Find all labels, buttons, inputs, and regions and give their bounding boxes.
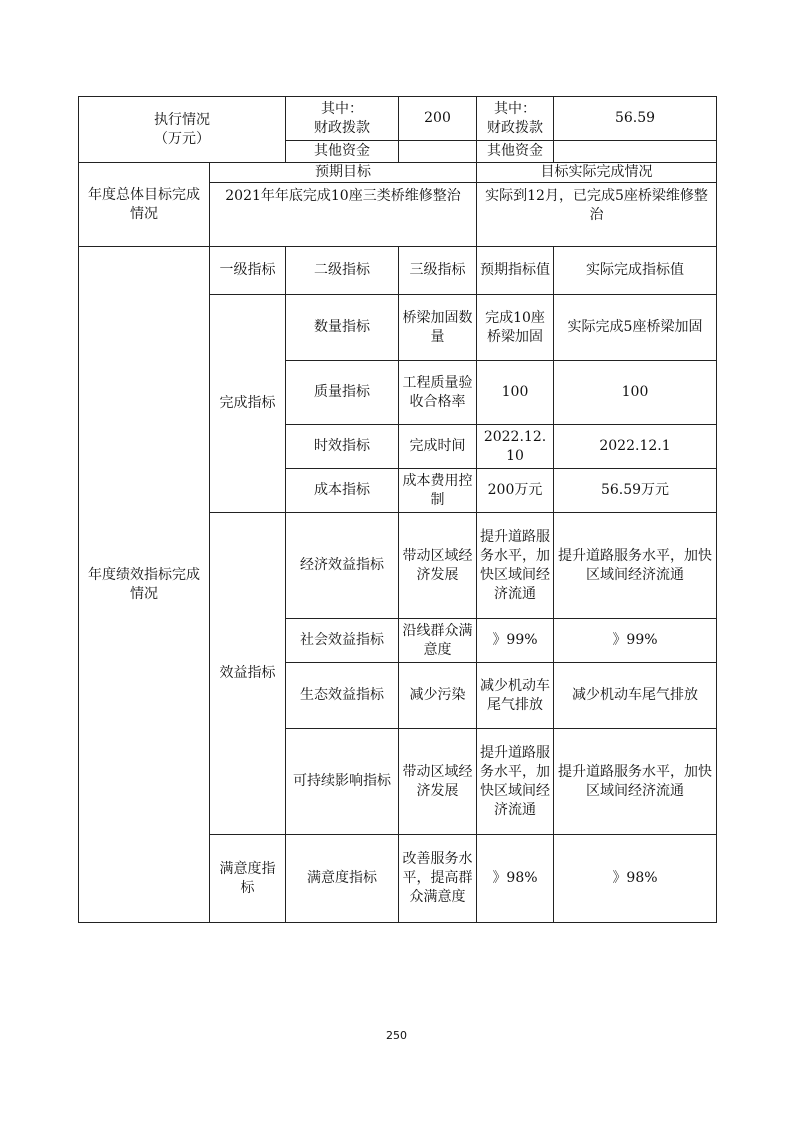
expected-goal-header: 预期目标: [210, 163, 477, 183]
other-funds-label: 其他资金: [286, 141, 399, 163]
row-6-actual: 减少机动车尾气排放: [554, 663, 717, 729]
row-3-level3: 成本费用控制: [399, 469, 477, 513]
row-2-expected: 2022.12.10: [477, 425, 554, 469]
row-4-actual: 提升道路服务水平，加快区域间经济流通: [554, 513, 717, 619]
row-0-expected: 完成10座桥梁加固: [477, 295, 554, 361]
row-0-actual: 实际完成5座桥梁加固: [554, 295, 717, 361]
row-4-expected: 提升道路服务水平，加快区域间经济流通: [477, 513, 554, 619]
header-level2: 二级指标: [286, 247, 399, 295]
row-2-actual: 2022.12.1: [554, 425, 717, 469]
other-funds-actual: [554, 141, 717, 163]
row-7-expected: 提升道路服务水平，加快区域间经济流通: [477, 729, 554, 835]
other-funds-actual-label: 其他资金: [477, 141, 554, 163]
row-1-level2: 质量指标: [286, 361, 399, 425]
actual-goal-text: 实际到12月，已完成5座桥梁维修整治: [477, 183, 717, 247]
row-5-actual: 》99%: [554, 619, 717, 663]
row-2-level3: 完成时间: [399, 425, 477, 469]
annual-goal-label: 年度总体目标完成情况: [79, 163, 210, 247]
execution-label-cell: [79, 97, 286, 163]
fiscal-actual-label-cell: [477, 97, 554, 141]
actual-goal-header: 目标实际完成情况: [477, 163, 717, 183]
fiscal-label-a: 其中：: [321, 100, 363, 117]
row-4-level2: 经济效益指标: [286, 513, 399, 619]
group-completion: 完成指标: [210, 295, 286, 513]
other-funds-planned: [399, 141, 477, 163]
row-8-level3: 改善服务水平，提高群众满意度: [399, 835, 477, 923]
fiscal-label-cell: [286, 97, 399, 141]
row-0-level3: 桥梁加固数量: [399, 295, 477, 361]
row-1-level3: 工程质量验收合格率: [399, 361, 477, 425]
row-3-actual: 56.59万元: [554, 469, 717, 513]
fiscal-actual-label-a: 其中：: [494, 100, 536, 117]
row-6-expected: 减少机动车尾气排放: [477, 663, 554, 729]
row-7-actual: 提升道路服务水平，加快区域间经济流通: [554, 729, 717, 835]
row-4-level3: 带动区域经济发展: [399, 513, 477, 619]
row-6-level3: 减少污染: [399, 663, 477, 729]
row-5-expected: 》99%: [477, 619, 554, 663]
row-0-level2: 数量指标: [286, 295, 399, 361]
group-benefit: 效益指标: [210, 513, 286, 835]
expected-goal-text: 2021年年底完成10座三类桥维修整治: [210, 183, 477, 247]
row-8-actual: 》98%: [554, 835, 717, 923]
row-7-level2: 可持续影响指标: [286, 729, 399, 835]
execution-unit: （万元）: [154, 130, 210, 147]
row-6-level2: 生态效益指标: [286, 663, 399, 729]
performance-table: [78, 96, 717, 923]
fiscal-label-b: 财政拨款: [314, 119, 370, 136]
header-level1: 一级指标: [210, 247, 286, 295]
header-level3: 三级指标: [399, 247, 477, 295]
row-3-level2: 成本指标: [286, 469, 399, 513]
group-satisfaction: 满意度指标: [210, 835, 286, 923]
execution-label: 执行情况: [154, 111, 210, 128]
page-number: 250: [386, 1029, 407, 1042]
row-5-level3: 沿线群众满意度: [399, 619, 477, 663]
fiscal-actual: 56.59: [554, 97, 717, 141]
fiscal-planned: 200: [399, 97, 477, 141]
header-expected: 预期指标值: [477, 247, 554, 295]
row-3-expected: 200万元: [477, 469, 554, 513]
row-2-level2: 时效指标: [286, 425, 399, 469]
row-8-level2: 满意度指标: [286, 835, 399, 923]
row-1-expected: 100: [477, 361, 554, 425]
row-5-level2: 社会效益指标: [286, 619, 399, 663]
header-actual: 实际完成指标值: [554, 247, 717, 295]
row-1-actual: 100: [554, 361, 717, 425]
row-8-expected: 》98%: [477, 835, 554, 923]
fiscal-actual-label-b: 财政拨款: [487, 119, 543, 136]
performance-label: 年度绩效指标完成情况: [79, 247, 210, 923]
row-7-level3: 带动区域经济发展: [399, 729, 477, 835]
